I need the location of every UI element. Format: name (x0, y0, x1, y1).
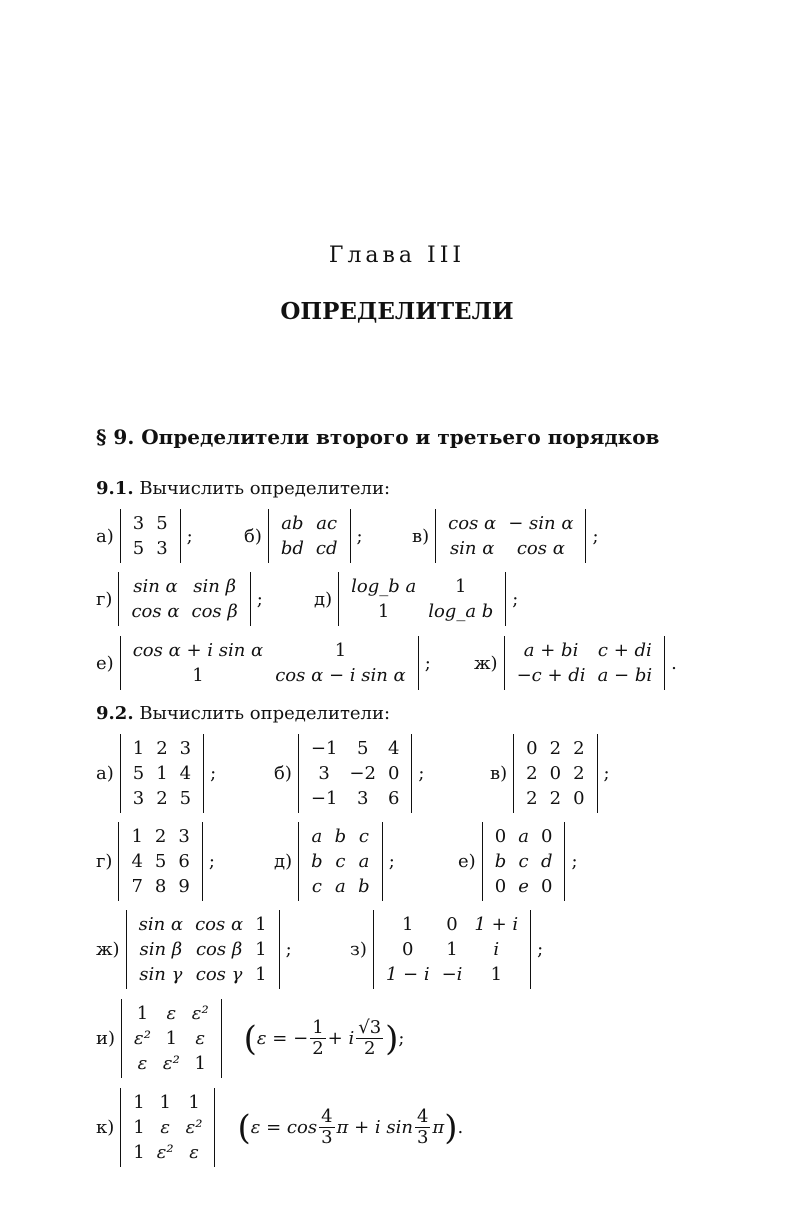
problem-number: 9.2. (96, 703, 134, 724)
matrix-cell: cos α − i sin α (275, 665, 406, 686)
matrix-cell: 0 (526, 738, 538, 759)
matrix-cell: c + di (597, 640, 652, 661)
matrix-row (128, 1026, 215, 1051)
matrix-row (127, 511, 174, 536)
matrix-row (127, 786, 197, 811)
matrix-cell: ε (160, 1117, 170, 1138)
matrix-cell: 0 (573, 788, 585, 809)
det-9-1-e (96, 636, 431, 690)
matrix-cell: d (540, 851, 553, 872)
matrix-row (127, 761, 197, 786)
fraction (415, 1107, 430, 1148)
matrix-row (305, 874, 376, 899)
matrix-cell: ε (166, 1003, 177, 1024)
matrix-cell: bd (280, 538, 304, 559)
matrix-cell: c (311, 876, 322, 897)
chapter-heading: Глава III (328, 243, 466, 268)
matrix-cell: b (311, 851, 323, 872)
matrix-cell: c (335, 851, 346, 872)
problem-number: 9.1. (96, 478, 134, 499)
determinant (120, 1088, 215, 1167)
matrix-row (305, 736, 406, 761)
matrix-cell: sin β (193, 576, 236, 597)
matrix-row (305, 761, 406, 786)
matrix-cell: b (358, 876, 370, 897)
determinant (118, 572, 250, 626)
matrix-cell: cos β (191, 601, 238, 622)
numerator: 4 (416, 1106, 429, 1127)
matrix-cell: 3 (132, 788, 145, 809)
matrix-cell: ε (189, 1142, 199, 1163)
punct: ; (537, 939, 544, 960)
matrix-cell: ε² (156, 1142, 174, 1163)
matrix-cell: 5 (156, 513, 168, 534)
punct: ; (571, 851, 578, 872)
matrix-cell: 2 (573, 738, 585, 759)
det-9-2-g (96, 822, 215, 901)
matrix-row (127, 736, 197, 761)
problem-text: Вычислить определители: (139, 703, 391, 724)
determinant (338, 572, 506, 626)
item-label: к) (96, 1117, 115, 1138)
matrix-cell: 2 (526, 763, 538, 784)
matrix-cell: 1 (133, 1092, 145, 1113)
matrix-cell: cos α + i sin α (132, 640, 264, 661)
matrix-row (125, 849, 195, 874)
matrix-row (127, 1090, 208, 1115)
matrix-row (125, 874, 195, 899)
numerator: 1 (312, 1017, 324, 1038)
matrix-row (133, 962, 273, 987)
matrix-row (520, 786, 590, 811)
det-9-2-z (350, 910, 543, 989)
matrix-cell: 1 (446, 939, 458, 960)
matrix-cell: 1 (194, 1053, 206, 1074)
matrix-cell: ac (316, 513, 338, 534)
matrix-cell: e (518, 876, 529, 897)
det-9-2-k (96, 1088, 463, 1167)
matrix-cell: 2 (156, 738, 168, 759)
matrix-cell: 3 (178, 826, 190, 847)
matrix-row (380, 937, 524, 962)
punct: . (671, 652, 677, 674)
matrix-cell: ε² (162, 1053, 180, 1074)
matrix-table (345, 574, 499, 624)
item-label: д) (314, 588, 333, 610)
matrix-cell: − sin α (508, 513, 574, 534)
matrix-cell: a (518, 826, 529, 847)
punct: ; (356, 525, 363, 547)
matrix-cell: −1 (310, 738, 338, 759)
numerator: √3 (358, 1017, 382, 1038)
matrix-cell: 1 − i (385, 964, 430, 985)
denominator: 3 (321, 1127, 333, 1148)
item-label: ж) (474, 652, 498, 674)
punct: ; (424, 652, 431, 674)
item-label: в) (490, 763, 508, 784)
matrix-cell: cos α (516, 538, 565, 559)
det-9-1-b (244, 509, 363, 563)
cond-mid: π + i sin (336, 1117, 413, 1138)
matrix-row (127, 1115, 208, 1140)
matrix-table (511, 638, 659, 688)
matrix-cell: 0 (540, 826, 553, 847)
matrix-row (345, 574, 499, 599)
matrix-cell: 1 (255, 964, 267, 985)
matrix-cell: 1 (334, 640, 347, 661)
determinant (120, 509, 181, 563)
matrix-table (442, 511, 579, 561)
det-9-1-v (412, 509, 599, 563)
matrix-cell: 1 (159, 1092, 171, 1113)
item-label: з) (350, 939, 367, 960)
matrix-cell: 8 (154, 876, 167, 897)
punct: ; (186, 525, 193, 547)
matrix-cell: 1 (165, 1028, 178, 1049)
matrix-cell: cd (315, 538, 338, 559)
item-label: б) (274, 763, 292, 784)
matrix-cell: 1 (132, 738, 145, 759)
matrix-cell: 1 (401, 914, 414, 935)
fraction (356, 1018, 383, 1059)
matrix-cell: 0 (540, 876, 553, 897)
matrix-cell: 5 (356, 738, 369, 759)
determinant (268, 509, 351, 563)
fraction (319, 1107, 334, 1148)
matrix-cell: c (358, 826, 369, 847)
matrix-cell: 0 (494, 826, 507, 847)
matrix-cell: 1 (490, 964, 503, 985)
matrix-cell: 5 (132, 763, 145, 784)
item-label: а) (96, 525, 114, 547)
matrix-table (127, 511, 174, 561)
matrix-cell: 1 (255, 914, 267, 935)
matrix-cell: −1 (310, 788, 338, 809)
matrix-cell: cos α (448, 513, 497, 534)
matrix-cell: c (518, 851, 529, 872)
matrix-cell: ε (137, 1053, 148, 1074)
determinant (298, 822, 383, 901)
matrix-row (305, 849, 376, 874)
item-label: ж) (96, 939, 120, 960)
punct: ; (592, 525, 599, 547)
item-label: д) (274, 851, 293, 872)
matrix-table (380, 912, 524, 987)
matrix-cell: −c + di (516, 665, 586, 686)
item-label: г) (96, 851, 113, 872)
matrix-row (380, 962, 524, 987)
matrix-cell: ab (281, 513, 304, 534)
det-9-2-i (96, 999, 404, 1078)
matrix-cell: 1 (455, 576, 467, 597)
matrix-table (489, 824, 559, 899)
item-label: е) (458, 851, 476, 872)
matrix-row (275, 536, 344, 561)
item-label: в) (412, 525, 430, 547)
det-9-1-zh (474, 636, 677, 690)
matrix-cell: 0 (549, 763, 562, 784)
matrix-row (127, 536, 174, 561)
matrix-table (127, 736, 197, 811)
matrix-cell: 1 (156, 763, 168, 784)
punct: . (457, 1117, 464, 1138)
matrix-row (305, 786, 406, 811)
matrix-table (275, 511, 344, 561)
matrix-table (520, 736, 590, 811)
problem-9-1 (96, 478, 390, 499)
matrix-cell: sin α (138, 914, 184, 935)
matrix-cell: sin γ (139, 964, 183, 985)
matrix-cell: 2 (526, 788, 538, 809)
matrix-row (489, 824, 559, 849)
matrix-cell: 1 (192, 665, 204, 686)
matrix-cell: 2 (549, 788, 562, 809)
determinant (298, 734, 413, 813)
matrix-row (128, 1051, 215, 1076)
cond-lhs: ε = − (256, 1028, 309, 1049)
denominator: 2 (312, 1038, 324, 1059)
matrix-cell: 2 (573, 763, 585, 784)
punct: ; (398, 1028, 405, 1049)
item-label: б) (244, 525, 262, 547)
denominator: 3 (416, 1127, 429, 1148)
matrix-cell: 0 (387, 763, 400, 784)
matrix-cell: ε (195, 1028, 206, 1049)
matrix-row (489, 874, 559, 899)
matrix-cell: 3 (132, 513, 145, 534)
matrix-row (128, 1001, 215, 1026)
matrix-cell: 3 (318, 763, 330, 784)
det-9-2-a (96, 734, 216, 813)
determinant (120, 636, 419, 690)
det-9-1-a (96, 509, 193, 563)
matrix-table (127, 638, 412, 688)
matrix-cell: log_b a (351, 576, 417, 597)
matrix-cell: 2 (156, 788, 168, 809)
matrix-cell: a (335, 876, 346, 897)
determinant (121, 999, 222, 1078)
matrix-cell: −2 (349, 763, 376, 784)
item-label: е) (96, 652, 114, 674)
punct: ; (512, 588, 519, 610)
determinant (118, 822, 202, 901)
matrix-table (125, 824, 195, 899)
epsilon-condition: ( ε = cos $\frac{4}{3}$ π + i sin $\frac{4}{3}$ π ) . (237, 1106, 464, 1148)
chapter-title: ОПРЕДЕЛИТЕЛИ (280, 298, 514, 325)
determinant (435, 509, 586, 563)
epsilon-condition: ( ε = − $\frac{1}{2}$ + i $\frac{√3}{2}$ ) ; (243, 1017, 405, 1059)
punct: ; (210, 763, 217, 784)
matrix-table (305, 736, 406, 811)
matrix-row (127, 1140, 208, 1165)
matrix-cell: 1 (188, 1092, 200, 1113)
determinant (513, 734, 597, 813)
matrix-row (380, 912, 524, 937)
det-9-1-d (314, 572, 518, 626)
matrix-cell: cos γ (195, 964, 243, 985)
matrix-cell: 4 (131, 851, 143, 872)
matrix-row (125, 574, 243, 599)
matrix-cell: log_a b (428, 601, 494, 622)
punct: ; (603, 763, 610, 784)
matrix-cell: 1 (133, 1142, 145, 1163)
matrix-cell: sin α (449, 538, 495, 559)
matrix-cell: 5 (132, 538, 145, 559)
matrix-row (511, 638, 659, 663)
matrix-cell: i (493, 939, 500, 960)
matrix-cell: 4 (179, 763, 192, 784)
matrix-cell: b (334, 826, 347, 847)
matrix-row (442, 536, 579, 561)
matrix-cell: 0 (446, 914, 458, 935)
matrix-table (127, 1090, 208, 1165)
problem-9-2 (96, 703, 390, 724)
matrix-row (127, 638, 412, 663)
matrix-cell: 2 (549, 738, 562, 759)
determinant (126, 910, 280, 989)
matrix-cell: 2 (154, 826, 167, 847)
item-label: и) (96, 1028, 116, 1049)
matrix-cell: 1 + i (474, 914, 519, 935)
punct: ; (418, 763, 425, 784)
numerator: 4 (321, 1106, 333, 1127)
denominator: 2 (363, 1038, 376, 1059)
matrix-cell: 5 (179, 788, 192, 809)
item-label: а) (96, 763, 114, 784)
matrix-cell: −i (441, 964, 463, 985)
problem-text: Вычислить определители: (139, 478, 391, 499)
matrix-row (127, 663, 412, 688)
cond-mid: + i (327, 1028, 355, 1049)
cond-lhs: ε = cos (250, 1117, 318, 1138)
matrix-table (133, 912, 273, 987)
matrix-row (275, 511, 344, 536)
matrix-cell: cos α (195, 914, 244, 935)
matrix-cell: b (494, 851, 507, 872)
matrix-cell: 9 (178, 876, 190, 897)
det-9-2-v (490, 734, 610, 813)
matrix-cell: 5 (154, 851, 167, 872)
matrix-cell: cos α (131, 601, 180, 622)
matrix-row (125, 599, 243, 624)
punct: ; (388, 851, 395, 872)
matrix-cell: 1 (377, 601, 390, 622)
punct: ; (208, 851, 215, 872)
matrix-row (305, 824, 376, 849)
punct: ; (285, 939, 292, 960)
matrix-row (133, 912, 273, 937)
matrix-cell: a (311, 826, 323, 847)
matrix-cell: a + bi (523, 640, 579, 661)
matrix-cell: 0 (401, 939, 414, 960)
matrix-table (305, 824, 376, 899)
matrix-cell: cos β (195, 939, 243, 960)
matrix-cell: 3 (156, 538, 168, 559)
determinant (482, 822, 566, 901)
determinant (120, 734, 204, 813)
matrix-cell: ε² (185, 1117, 203, 1138)
matrix-row (520, 761, 590, 786)
det-9-2-zh (96, 910, 292, 989)
matrix-cell: 3 (179, 738, 192, 759)
matrix-cell: a − bi (597, 665, 653, 686)
matrix-row (442, 511, 579, 536)
item-label: г) (96, 588, 113, 610)
matrix-cell: 1 (136, 1003, 149, 1024)
matrix-row (511, 663, 659, 688)
fraction (310, 1018, 325, 1059)
matrix-table (125, 574, 243, 624)
cond-tail: π (432, 1117, 445, 1138)
matrix-cell: a (358, 851, 370, 872)
det-9-2-e (458, 822, 578, 901)
matrix-cell: 1 (133, 1117, 145, 1138)
det-9-1-g (96, 572, 263, 626)
matrix-cell: 6 (387, 788, 400, 809)
matrix-cell: 6 (178, 851, 190, 872)
matrix-cell: 1 (131, 826, 143, 847)
matrix-cell: ε² (134, 1028, 151, 1049)
section-title: § 9. Определители второго и третьего порядков (96, 425, 660, 449)
matrix-cell: ε² (191, 1003, 209, 1024)
matrix-cell: sin β (139, 939, 183, 960)
matrix-cell: 7 (131, 876, 143, 897)
matrix-row (489, 849, 559, 874)
matrix-row (133, 937, 273, 962)
matrix-row (345, 599, 499, 624)
matrix-cell: 3 (356, 788, 369, 809)
det-9-2-b (274, 734, 424, 813)
matrix-cell: sin α (133, 576, 178, 597)
matrix-cell: 0 (494, 876, 507, 897)
punct: ; (256, 588, 263, 610)
matrix-cell: 1 (255, 939, 267, 960)
matrix-row (520, 736, 590, 761)
det-9-2-d (274, 822, 395, 901)
matrix-row (125, 824, 195, 849)
determinant (504, 636, 666, 690)
determinant (373, 910, 531, 989)
matrix-table (128, 1001, 215, 1076)
matrix-cell: 4 (387, 738, 400, 759)
